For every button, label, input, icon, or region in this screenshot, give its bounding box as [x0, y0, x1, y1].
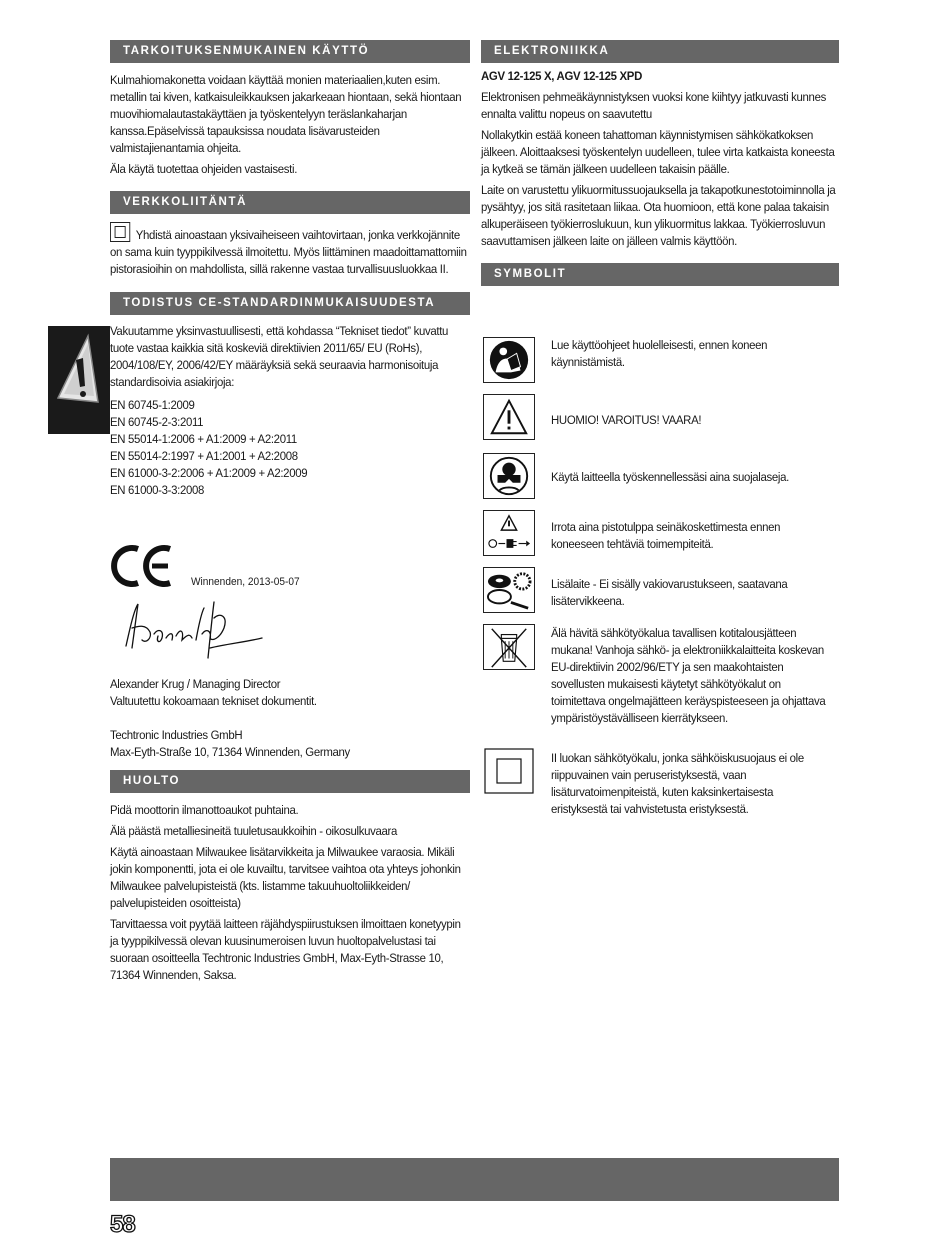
- section-heading-symbols: SYMBOLIT: [481, 263, 839, 286]
- purpose-warning: Äla käytä tuotettaa ohjeiden vastaisesti.: [110, 162, 298, 176]
- section-heading-service: HUOLTO: [110, 770, 470, 793]
- symbol-description: Älä hävitä sähkötyökalua tavallisen kotitalousjätteen mukana! Vanhoja sähkö- ja elektroniikkalaitteita koskevan EU-direktiivin 2002/96/ETY ja sen maakohtaisten sovellusten mukaisesti käytetyt sähkötyökalut on toimitettava ongelmajätteen keräyspisteeseen ja ohjattava ympäristöystävälliseen kierrätykseen.: [551, 626, 826, 725]
- ce-paragraph: Vakuutamme yksinvastuullisesti, että kohdassa “Tekniset tiedot” kuvattu tuote vastaa kaikkia sitä koskeviä direktiivien 2011/65/ EU (RoHs), 2004/108/EY, 2006/42/EY määräyksiä sekä seuraavia harmonisoituja standardisoivia asiakirjoja:: [110, 324, 449, 389]
- mains-paragraph: Yhdistä ainoastaan yksivaiheiseen vaihtovirtaan, jonka verkkojännite on sama kuin tyyppikilvessä ilmoitettu. Myös liittäminen maadoittamattomiin pistorasioihin on mahdollista, sillä rakenne vastaa turvallisuusluokkaa II.: [110, 222, 468, 278]
- symbol-description: II luokan sähkötyökalu, jonka sähköiskusuojaus ei ole riippuvainen vain peruseristyksestä, vaan lisäturvatoimenpiteistä, kuten kaksinkertaisesta eristyksestä tai vahvistetusta eristyksestä.: [551, 751, 804, 816]
- signature-block: [110, 676, 470, 761]
- section-heading-ce: TODISTUS CE-STANDARDINMUKAISUUDESTA: [110, 292, 470, 315]
- service-paragraph: Tarvittaessa voit pyytää laitteen räjähdyspiirustuksen ilmoittaen konetyypin ja tyyppikilvessä olevan kuusinumeroisen luvun huoltopalvelustasi tai suoraan osoitteella Techtronic Industries GmbH, Max-Eyth-Strasse 10, 71364 Winnenden, Saksa.: [110, 917, 461, 982]
- company-name: Techtronic Industries GmbH: [110, 728, 243, 742]
- section-heading-electronics: ELEKTRONIIKKA: [481, 40, 839, 63]
- symbol-description: Irrota aina pistotulppa seinäkoskettimesta ennen koneeseen tehtäviä toimempiteitä.: [551, 520, 781, 551]
- model-subheading: AGV 12-125 X, AGV 12-125 XPD: [481, 69, 643, 83]
- standard-item: EN 55014-1:2006 + A1:2009 + A2:2011: [110, 432, 297, 446]
- section-heading-purpose: TARKOITUKSENMUKAINEN KÄYTTÖ: [110, 40, 470, 63]
- safety-goggles-icon: [483, 453, 535, 499]
- ce-mark-icon: [110, 543, 176, 589]
- side-warning-tab: [48, 326, 110, 434]
- place-date: Winnenden, 2013-05-07: [191, 576, 300, 588]
- standards-list: [110, 397, 468, 499]
- service-paragraph: Pidä moottorin ilmanottoaukot puhtaina.: [110, 803, 299, 817]
- footer-bar: [110, 1158, 839, 1201]
- electronics-paragraph: Nollakytkin estää koneen tahattoman käynnistymisen sähkökatkoksen jälkeen. Aloittaaksesi työskentelyn uudelleen, tulee virta katkaista koneesta ja kytkeä se tämän jälkeen uudelleen takaisin päälle.: [481, 128, 835, 176]
- left-column: [110, 40, 470, 499]
- standard-item: EN 61000-3-3:2008: [110, 483, 205, 497]
- standard-item: EN 60745-1:2009: [110, 398, 195, 412]
- service-section: [110, 770, 470, 984]
- page-number: 58: [110, 1211, 135, 1238]
- unplug-icon: [483, 510, 535, 556]
- class-ii-icon: [483, 748, 535, 794]
- standard-item: EN 55014-2:1997 + A1:2001 + A2:2008: [110, 449, 298, 463]
- purpose-paragraph: Kulmahiomakonetta voidaan käyttää monien materiaalien,kuten esim. metallin tai kiven, katkaisuleikkauksen jakarkeaan hiontaan, sekä hiontaan muovihiomalautastakäyttäen ja työskentelyyn teräslankaharjan kanssa.Epäselvissä tapauksissa noudata lisävarusteiden valmistajienantamia ohjeita.: [110, 73, 462, 155]
- accessory-icon: [483, 567, 535, 613]
- crossed-bin-icon: [483, 624, 535, 670]
- symbol-description: HUOMIO! VAROITUS! VAARA!: [551, 413, 702, 427]
- company-address: Max-Eyth-Straße 10, 71364 Winnenden, Germany: [110, 745, 350, 759]
- section-heading-mains: VERKKOLIITÄNTÄ: [110, 191, 470, 214]
- symbol-description: Lisälaite - Ei sisälly vakiovarustukseen, saatavana lisätervikkeena.: [551, 577, 788, 608]
- symbol-description: Käytä laitteella työskennellessäsi aina suojalaseja.: [551, 470, 790, 484]
- class-ii-inline-icon: [110, 222, 130, 242]
- symbol-description: Lue käyttöohjeet huolelleisesti, ennen koneen käynnistämistä.: [551, 338, 768, 369]
- signature-icon: [116, 598, 266, 662]
- electronics-paragraph: Elektronisen pehmeäkäynnistyksen vuoksi kone kiihtyy jatkuvasti kunnes ennalta valittu nopeus on saavutettu: [481, 90, 826, 121]
- read-manual-icon: [483, 337, 535, 383]
- electronics-paragraph: Laite on varustettu ylikuormitussuojauksella ja takapotkunestotoiminnolla ja pysähtyy, jos sitä rasitetaan liikaa. Ota huomioon, että kone palaa takaisin alkuperäiseen työkierroslukuun, kun ylikuormitus lakkaa. Työkierrosluvun saavuttamisen jälkeen laite on jälleen valmis käyttöön.: [481, 183, 836, 248]
- service-paragraph: Älä päästä metalliesineitä tuuletusaukkoihin - oikosulkuvaara: [110, 824, 398, 838]
- warning-triangle-icon: [483, 394, 535, 440]
- service-paragraph: Käytä ainoastaan Milwaukee lisätarvikkeita ja Milwaukee varaosia. Mikäli jokin komponentti, jota ei ole kuvailtu, tarvitsee vaihtoa ota yhteys johonkin Milwaukee palvelupisteistä (kts. listamme takuuhuoltoliikkeiden/ palvelupisteiden osoitteista): [110, 845, 461, 910]
- standard-item: EN 61000-3-2:2006 + A1:2009 + A2:2009: [110, 466, 308, 480]
- signer-name: Alexander Krug / Managing Director: [110, 677, 281, 691]
- right-column: [481, 40, 839, 286]
- warning-tab-icon: [52, 332, 108, 406]
- standard-item: EN 60745-2-3:2011: [110, 415, 204, 429]
- signer-role: Valtuutettu kokoamaan tekniset dokumentit.: [110, 694, 317, 708]
